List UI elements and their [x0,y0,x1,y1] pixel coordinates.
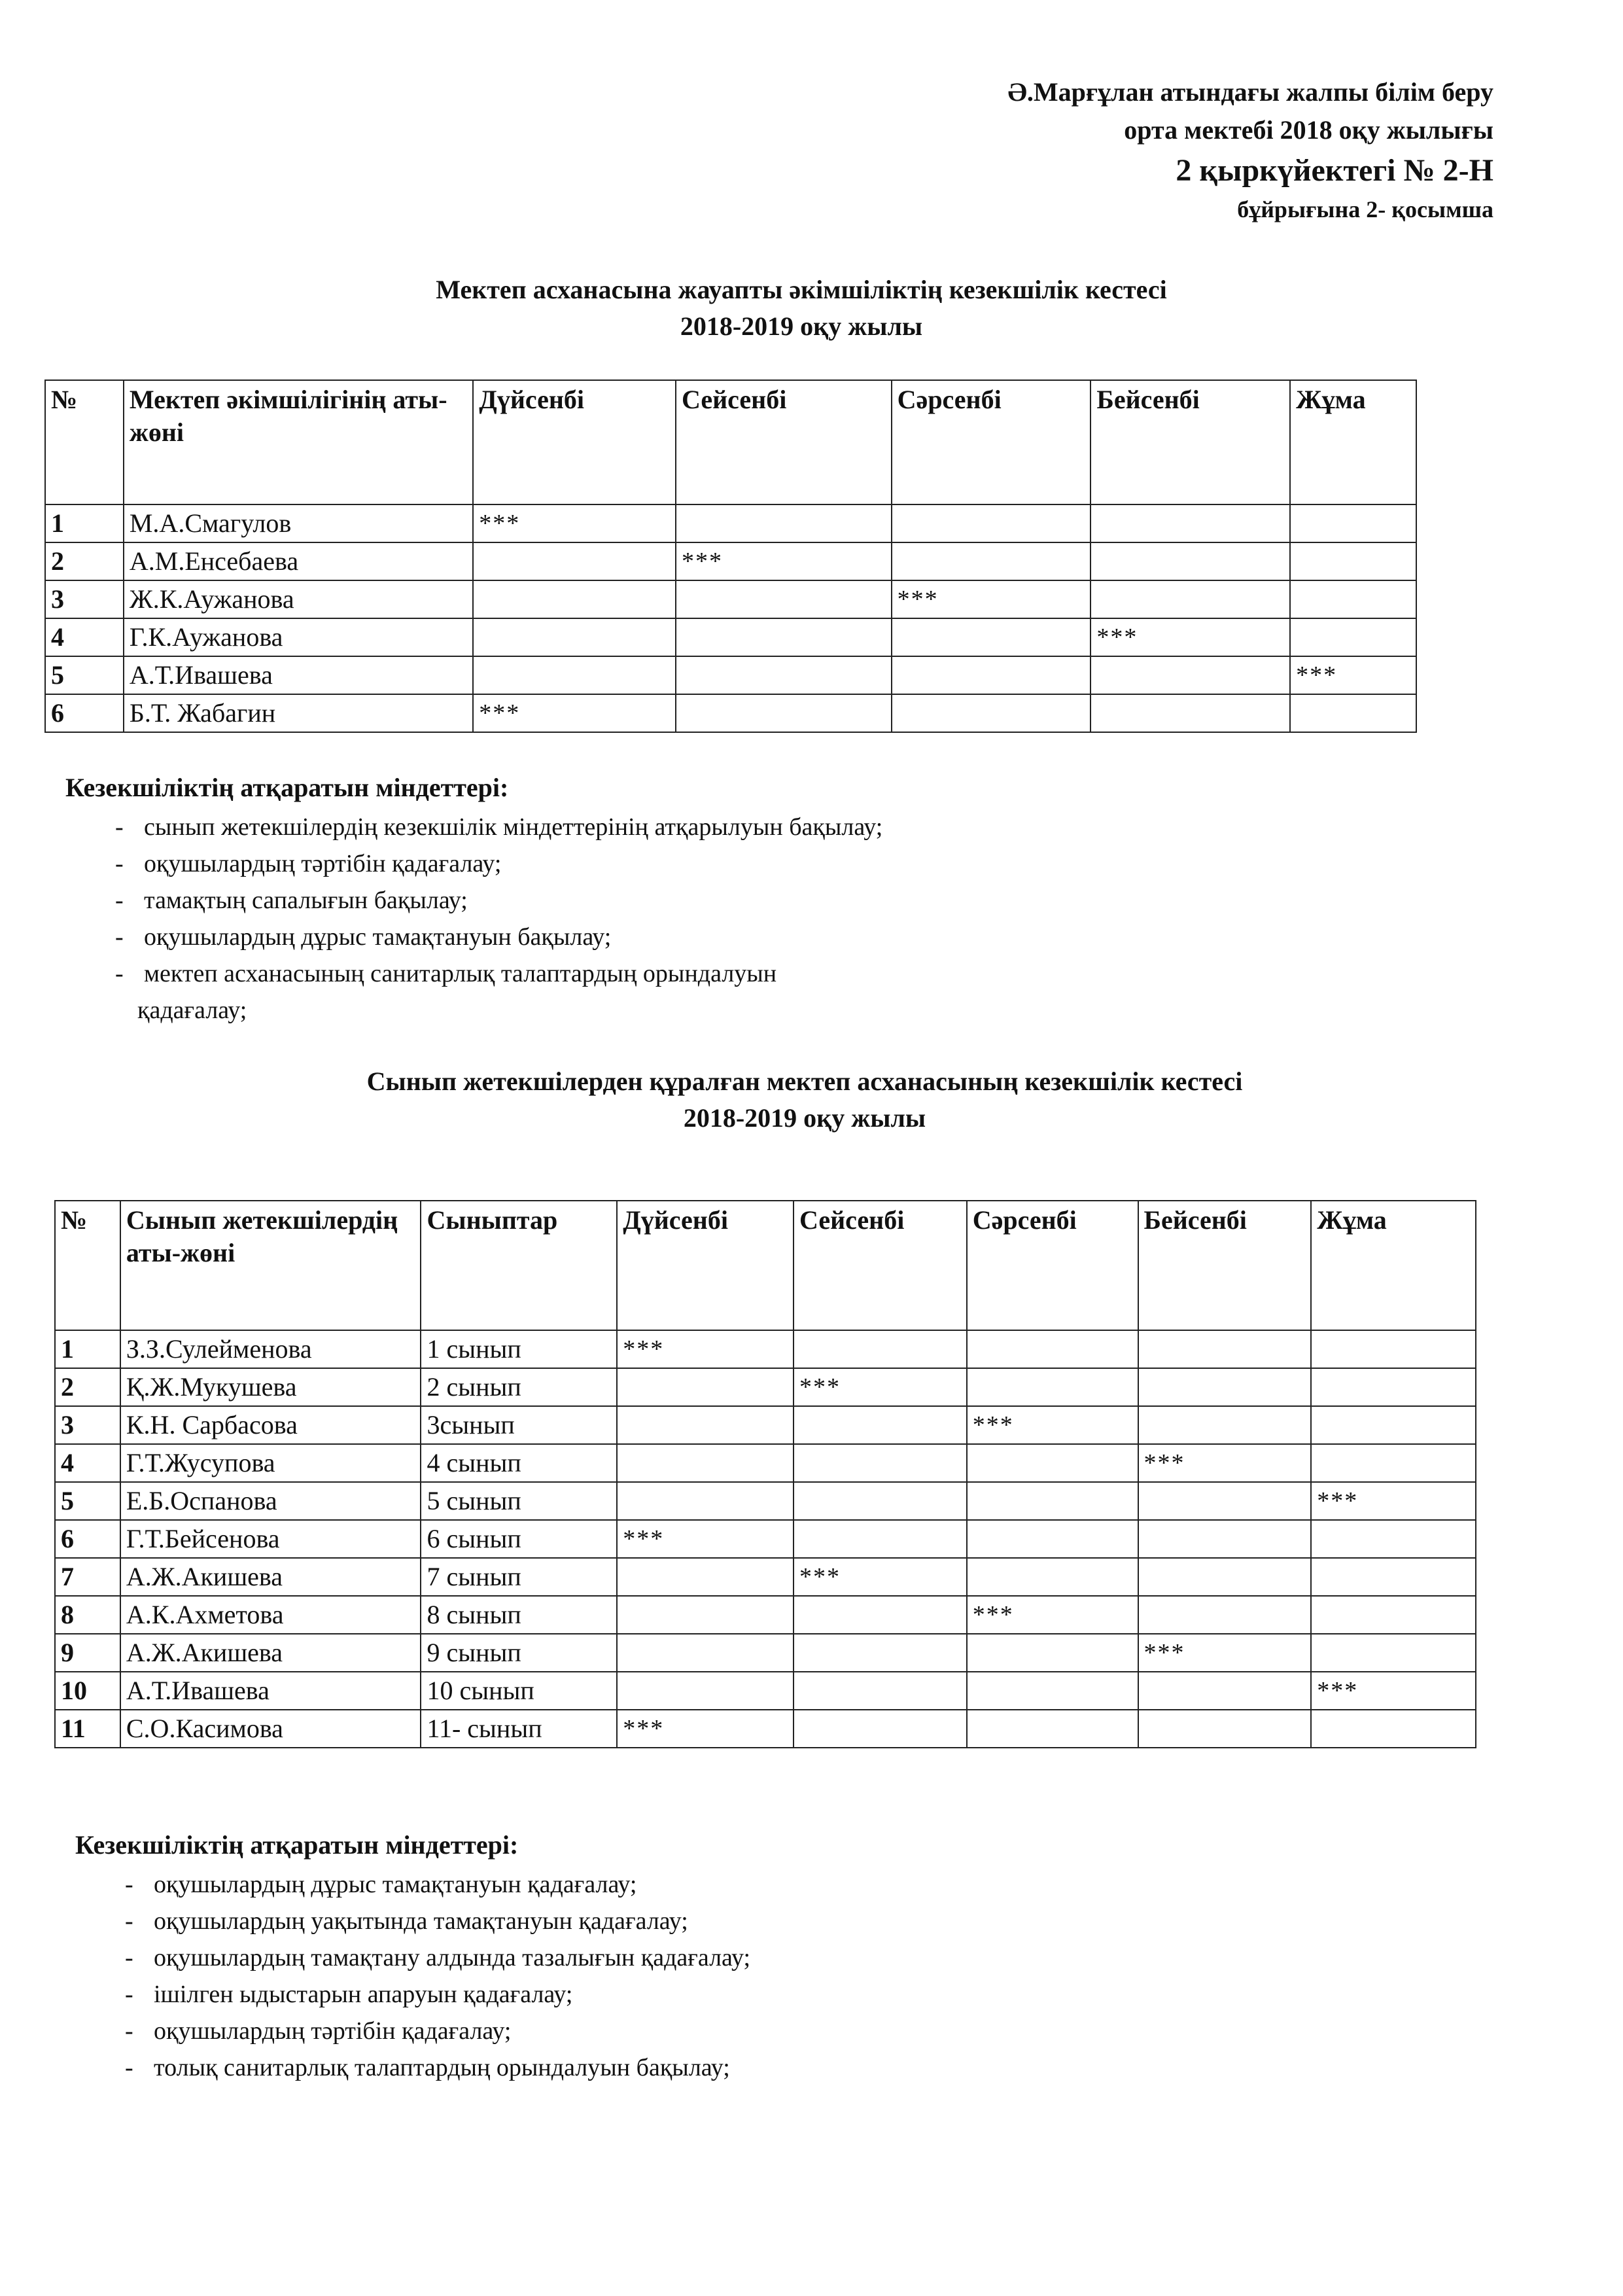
list-item: - оқушылардың тәртібін қадағалау; [125,2017,512,2045]
table-row [55,1330,1476,1368]
duty-mark-d5 [1311,1520,1476,1558]
person-name: А.Ж.Акишева [120,1634,421,1672]
duty-text: толық санитарлық талаптардың орындалуын бақылау; [154,2054,730,2081]
row-number: 5 [55,1482,120,1520]
row-number: 2 [45,542,124,580]
duty-mark-d5 [1290,542,1416,580]
duty-mark-d2 [794,1710,967,1748]
duty-mark-d2 [676,694,892,732]
duty-mark-d3: *** [967,1596,1138,1634]
section2-title-line-1: Сынып жетекшілерден құралған мектеп асханасының кезекшілік кестесі [366,1067,1243,1096]
list-item: - тамақтың сапалығын бақылау; [115,887,468,914]
column-header: Жұма [1290,380,1416,504]
person-name: С.О.Касимова [120,1710,421,1748]
duty-mark-d4 [1138,1520,1312,1558]
person-name: Б.Т. Жабагин [124,694,473,732]
duty-mark-d5 [1290,504,1416,542]
duty-mark-d5: *** [1290,656,1416,694]
table-row [55,1368,1476,1406]
row-number: 1 [45,504,124,542]
duty-mark-d2 [794,1330,967,1368]
duty-mark-d3 [892,694,1091,732]
duty-text: оқушылардың дұрыс тамақтануын қадағалау; [154,1871,637,1898]
duty-mark-d1 [617,1482,794,1520]
duty-text: мектеп асханасының санитарлық талаптардың орындалуын [144,960,777,987]
duty-mark-d4 [1091,580,1290,618]
column-header: Жұма [1311,1201,1476,1330]
table-header-row [55,1201,1476,1330]
duty-mark-d3 [967,1482,1138,1520]
list-item: - сынып жетекшілердің кезекшілік міндеттерінің атқарылуын бақылау; [115,813,883,841]
column-header: Сейсенбі [794,1201,967,1330]
duty-mark-d4 [1138,1710,1312,1748]
table-row [55,1672,1476,1710]
class-name: 11- сынып [421,1710,617,1748]
duty-mark-d3: *** [967,1406,1138,1444]
row-number: 8 [55,1596,120,1634]
admin-duty-table [44,380,1417,733]
table-row [55,1558,1476,1596]
person-name: К.Н. Сарбасова [120,1406,421,1444]
duty-mark-d4 [1091,656,1290,694]
duty-mark-d5 [1290,694,1416,732]
duties-heading: Кезекшіліктің атқаратын міндеттері: [75,1830,519,1860]
table-row [55,1634,1476,1672]
row-number: 3 [45,580,124,618]
duty-mark-d1 [473,542,676,580]
row-number: 3 [55,1406,120,1444]
duty-text: сынып жетекшілердің кезекшілік міндеттерінің атқарылуын бақылау; [144,813,883,841]
duty-mark-d3 [967,1558,1138,1596]
row-number: 6 [45,694,124,732]
header-line-1: Ә.Марғұлан атындағы жалпы білім беру [1007,77,1493,107]
table-row [55,1482,1476,1520]
duty-mark-d3 [967,1672,1138,1710]
duty-text: оқушылардың дұрыс тамақтануын бақылау; [144,923,612,951]
class-name: 7 сынып [421,1558,617,1596]
person-name: А.М.Енсебаева [124,542,473,580]
duty-mark-d4 [1091,542,1290,580]
table-row [45,542,1416,580]
duty-mark-d3 [892,504,1091,542]
column-header: Бейсенбі [1091,380,1290,504]
duty-mark-d2: *** [676,542,892,580]
list-item: - мектеп асханасының санитарлық талаптардың орындалуын қадағалау; [65,955,1178,1029]
person-name: Қ.Ж.Мукушева [120,1368,421,1406]
duty-mark-d5 [1311,1634,1476,1672]
class-name: 3сынып [421,1406,617,1444]
duty-text-continuation: қадағалау; [137,997,247,1024]
duty-mark-d4 [1138,1596,1312,1634]
class-name: 1 сынып [421,1330,617,1368]
person-name: Е.Б.Оспанова [120,1482,421,1520]
section2-title [216,1063,1393,1137]
duty-mark-d3 [967,1634,1138,1672]
list-item: - оқушылардың уақытында тамақтануын қадағалау; [125,1907,688,1935]
duty-mark-d1: *** [617,1520,794,1558]
duty-mark-d1 [473,580,676,618]
duty-mark-d2 [794,1596,967,1634]
duty-mark-d2 [676,504,892,542]
class-name: 4 сынып [421,1444,617,1482]
column-header: Сәрсенбі [967,1201,1138,1330]
duty-mark-d2 [676,656,892,694]
duty-mark-d4 [1138,1672,1312,1710]
section1-duties [65,769,1178,1029]
duty-mark-d5 [1311,1368,1476,1406]
class-name: 6 сынып [421,1520,617,1558]
duty-mark-d5: *** [1311,1672,1476,1710]
duty-mark-d4: *** [1091,618,1290,656]
duty-mark-d4 [1091,694,1290,732]
duty-mark-d3 [967,1330,1138,1368]
class-name: 8 сынып [421,1596,617,1634]
list-item: - оқушылардың дұрыс тамақтануын қадағалау; [125,1871,637,1898]
row-number: 2 [55,1368,120,1406]
class-teacher-duty-table [54,1200,1476,1748]
column-header: № [45,380,124,504]
section1-title-line-2: 2018-2019 оқу жылы [680,311,923,341]
duty-mark-d5 [1311,1558,1476,1596]
duty-mark-d1 [473,656,676,694]
list-item: - оқушылардың тәртібін қадағалау; [115,850,502,877]
duty-mark-d5 [1290,618,1416,656]
class-name: 9 сынып [421,1634,617,1672]
table-row [55,1520,1476,1558]
duty-mark-d5 [1311,1444,1476,1482]
column-header: Сәрсенбі [892,380,1091,504]
list-item: - оқушылардың дұрыс тамақтануын бақылау; [115,923,612,951]
duty-mark-d2: *** [794,1558,967,1596]
duty-mark-d1: *** [617,1710,794,1748]
column-header: Сыныптар [421,1201,617,1330]
document-header [1007,73,1493,226]
duty-mark-d5 [1290,580,1416,618]
duty-mark-d1 [617,1558,794,1596]
section2-duties [75,1827,1253,2086]
class-name: 2 сынып [421,1368,617,1406]
duty-mark-d2: *** [794,1368,967,1406]
table-row [45,504,1416,542]
person-name: А.К.Ахметова [120,1596,421,1634]
list-item: - толық санитарлық талаптардың орындалуын бақылау; [125,2054,730,2081]
table-row [45,694,1416,732]
table-row [55,1596,1476,1634]
person-name: М.А.Смагулов [124,504,473,542]
header-line-3: 2 қыркүйектегі № 2-Н [1176,153,1493,188]
duty-text: оқушылардың уақытында тамақтануын қадағалау; [154,1907,688,1935]
class-name: 5 сынып [421,1482,617,1520]
person-name: А.Ж.Акишева [120,1558,421,1596]
table-row [45,656,1416,694]
column-header: № [55,1201,120,1330]
duty-mark-d5 [1311,1330,1476,1368]
duty-mark-d5 [1311,1710,1476,1748]
person-name: А.Т.Ивашева [124,656,473,694]
person-name: А.Т.Ивашева [120,1672,421,1710]
table-row [45,580,1416,618]
duty-text: тамақтың сапалығын бақылау; [144,887,468,914]
section1-title [262,272,1341,345]
duty-text: оқушылардың тәртібін қадағалау; [144,850,502,877]
duty-mark-d2 [794,1444,967,1482]
duty-mark-d1 [617,1444,794,1482]
duty-mark-d3 [892,618,1091,656]
duty-text: оқушылардың тәртібін қадағалау; [154,2017,512,2045]
duty-mark-d2 [794,1482,967,1520]
duty-mark-d5: *** [1311,1482,1476,1520]
duty-mark-d1 [617,1596,794,1634]
column-header: Дүйсенбі [473,380,676,504]
duty-text: ішілген ыдыстарын апаруын қадағалау; [154,1981,573,2008]
duty-mark-d2 [794,1520,967,1558]
row-number: 1 [55,1330,120,1368]
duty-mark-d4: *** [1138,1444,1312,1482]
person-name: Г.К.Аужанова [124,618,473,656]
list-item: - ішілген ыдыстарын апаруын қадағалау; [125,1981,573,2008]
duties-heading: Кезекшіліктің атқаратын міндеттері: [65,773,509,802]
column-header: Мектеп әкімшілігінің аты-жөні [124,380,473,504]
duty-mark-d1 [473,618,676,656]
row-number: 7 [55,1558,120,1596]
person-name: Г.Т.Бейсенова [120,1520,421,1558]
duty-mark-d2 [794,1406,967,1444]
column-header: Сейсенбі [676,380,892,504]
person-name: Ж.К.Аужанова [124,580,473,618]
duty-mark-d2 [794,1634,967,1672]
table-row [55,1406,1476,1444]
section2-title-line-2: 2018-2019 оқу жылы [683,1103,926,1133]
duty-mark-d3 [967,1520,1138,1558]
duty-mark-d5 [1311,1596,1476,1634]
duty-mark-d1 [617,1634,794,1672]
duty-mark-d2 [794,1672,967,1710]
table-row [45,618,1416,656]
duty-mark-d1 [617,1406,794,1444]
row-number: 11 [55,1710,120,1748]
row-number: 4 [45,618,124,656]
duty-mark-d4 [1138,1406,1312,1444]
duty-mark-d3: *** [892,580,1091,618]
header-line-2: орта мектебі 2018 оқу жылығы [1124,115,1493,145]
duty-mark-d3 [967,1444,1138,1482]
duty-mark-d2 [676,618,892,656]
column-header: Сынып жетекшілердің аты-жөні [120,1201,421,1330]
duty-mark-d3 [967,1710,1138,1748]
duty-text: оқушылардың тамақтану алдында тазалығын қадағалау; [154,1944,751,1971]
row-number: 10 [55,1672,120,1710]
row-number: 5 [45,656,124,694]
duty-mark-d4 [1138,1368,1312,1406]
person-name: Г.Т.Жусупова [120,1444,421,1482]
column-header: Дүйсенбі [617,1201,794,1330]
duty-mark-d1 [617,1672,794,1710]
list-item: - оқушылардың тамақтану алдында тазалығын қадағалау; [125,1944,751,1971]
row-number: 6 [55,1520,120,1558]
person-name: З.З.Сулейменова [120,1330,421,1368]
duty-mark-d1: *** [617,1330,794,1368]
section1-title-line-1: Мектеп асханасына жауапты әкімшіліктің кезекшілік кестесі [436,275,1167,304]
row-number: 9 [55,1634,120,1672]
table-row [55,1444,1476,1482]
duty-mark-d1 [617,1368,794,1406]
duty-mark-d1: *** [473,504,676,542]
column-header: Бейсенбі [1138,1201,1312,1330]
class-name: 10 сынып [421,1672,617,1710]
duty-mark-d4: *** [1138,1634,1312,1672]
row-number: 4 [55,1444,120,1482]
table-header-row [45,380,1416,504]
duty-mark-d3 [892,656,1091,694]
duty-mark-d5 [1311,1406,1476,1444]
duty-mark-d4 [1138,1482,1312,1520]
duty-mark-d4 [1138,1330,1312,1368]
duty-mark-d4 [1138,1558,1312,1596]
duty-mark-d1: *** [473,694,676,732]
header-line-4: бұйрығына 2- қосымша [1237,196,1493,222]
duty-mark-d3 [967,1368,1138,1406]
duty-mark-d2 [676,580,892,618]
duty-mark-d3 [892,542,1091,580]
duty-mark-d4 [1091,504,1290,542]
table-row [55,1710,1476,1748]
